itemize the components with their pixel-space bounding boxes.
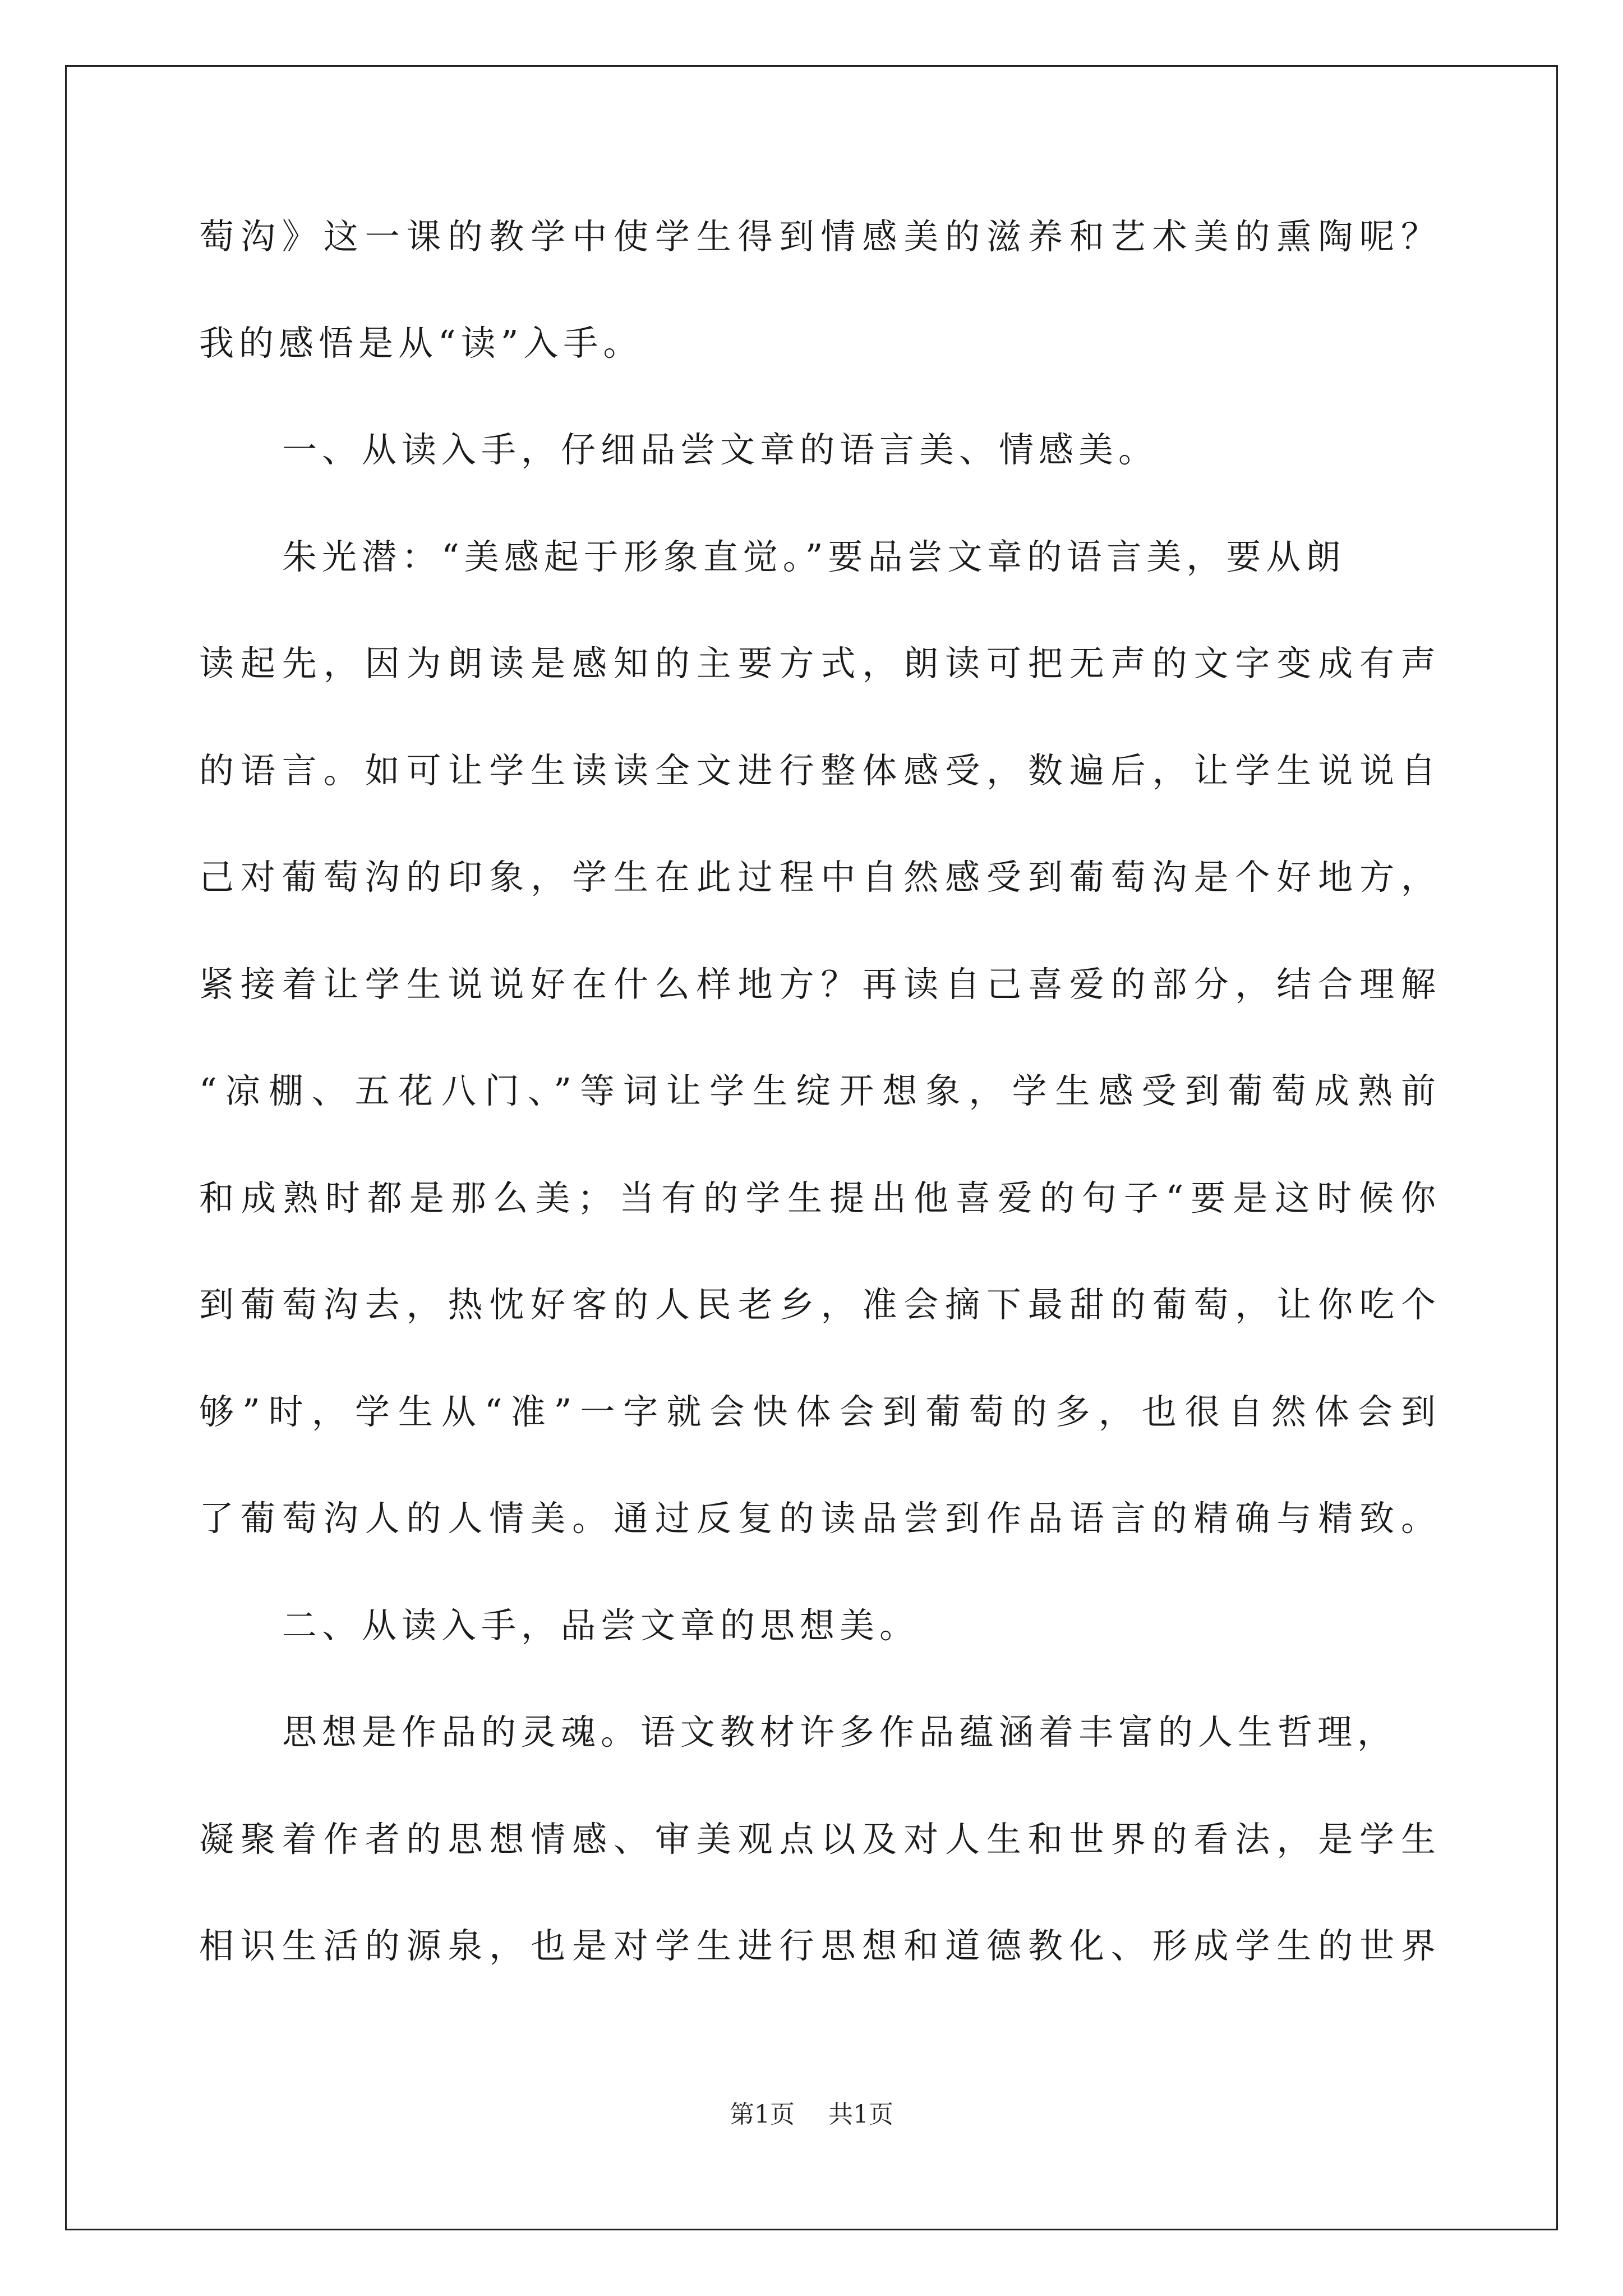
text-line: “凉棚、五花八门、”等词让学生绽开想象，学生感受到葡萄成熟前	[199, 1070, 1436, 1111]
text-line: 够”时，学生从“准”一字就会快体会到葡萄的多，也很自然体会到	[199, 1391, 1436, 1432]
text-line: 思想是作品的灵魂。语文教材许多作品蕴涵着丰富的人生哲理，	[282, 1711, 1398, 1752]
section-heading-2: 二、从读入手，品尝文章的思想美。	[282, 1605, 920, 1646]
page-footer	[0, 2098, 1623, 2132]
text-line: 紧接着让学生说说好在什么样地方？再读自己喜爱的部分，结合理解	[199, 964, 1436, 1005]
text-line: 到葡萄沟去，热忱好客的人民老乡，准会摘下最甜的葡萄，让你吃个	[199, 1284, 1436, 1325]
text-line: 我的感悟是从“读”入手。	[199, 323, 643, 364]
text-line: 萄沟》这一课的教学中使学生得到情感美的滋养和艺术美的熏陶呢？	[199, 216, 1436, 257]
section-heading-1: 一、从读入手，仔细品尝文章的语言美、情感美。	[282, 429, 1159, 470]
text-line: 朱光潜：“美感起于形象直觉。”要品尝文章的语言美，要从朗	[282, 536, 1346, 577]
text-line: 己对葡萄沟的印象，学生在此过程中自然感受到葡萄沟是个好地方，	[199, 857, 1436, 898]
page-total: 共1页	[828, 2100, 893, 2129]
text-line: 的语言。如可让学生读读全文进行整体感受，数遍后，让学生说说自	[199, 750, 1436, 791]
page-border	[65, 65, 1558, 2230]
text-line: 相识生活的源泉，也是对学生进行思想和道德教化、形成学生的世界	[199, 1925, 1436, 1966]
page-number: 第1页	[730, 2100, 795, 2129]
text-line: 了葡萄沟人的人情美。通过反复的读品尝到作品语言的精确与精致。	[199, 1498, 1436, 1539]
text-line: 读起先，因为朗读是感知的主要方式，朗读可把无声的文字变成有声	[199, 643, 1436, 684]
text-line: 凝聚着作者的思想情感、审美观点以及对人生和世界的看法，是学生	[199, 1819, 1436, 1860]
text-line: 和成熟时都是那么美；当有的学生提出他喜爱的句子“要是这时候你	[199, 1177, 1436, 1218]
